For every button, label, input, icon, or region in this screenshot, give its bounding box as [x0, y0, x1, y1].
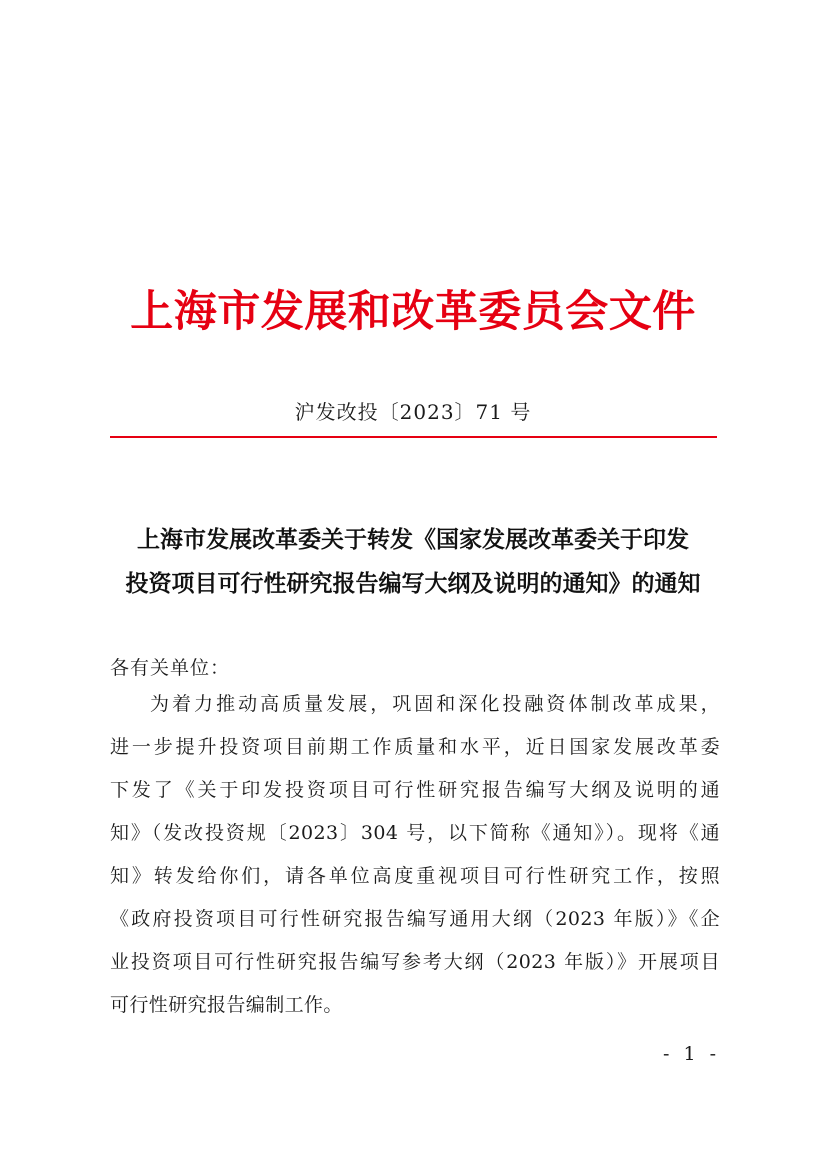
- body-line: 下发了《关于印发投资项目可行性研究报告编写大纲及说明的通: [110, 779, 720, 801]
- masthead-title: 上海市发展和改革委员会文件: [130, 287, 696, 337]
- notice-title-line-2: 投资项目可行性研究报告编写大纲及说明的通知》的通知: [125, 570, 701, 597]
- body-line: 为着力推动高质量发展，巩固和深化投融资体制改革成果，: [150, 693, 720, 715]
- notice-title-line-1: 上海市发展改革委关于转发《国家发展改革委关于印发: [137, 526, 689, 553]
- body-line: 可行性研究报告编制工作。: [110, 994, 343, 1016]
- body-line: 业投资项目可行性研究报告编写参考大纲（2023 年版）》开展项目: [110, 951, 720, 973]
- body-line: 知》（发改投资规〔2023〕304 号，以下简称《通知》）。现将《通: [110, 822, 720, 844]
- salutation: 各有关单位：: [110, 657, 231, 679]
- body-paragraph: [110, 683, 720, 1027]
- body-line: 进一步提升投资项目前期工作质量和水平，近日国家发展改革委: [110, 736, 720, 758]
- body-line: 知》转发给你们，请各单位高度重视项目可行性研究工作，按照: [110, 865, 720, 887]
- document-number: 沪发改投〔2023〕71 号: [294, 400, 532, 424]
- notice-title: [100, 518, 726, 606]
- body-line: 《政府投资项目可行性研究报告编写通用大纲（2023 年版）》《企: [110, 908, 720, 930]
- page-number: - 1 -: [662, 1043, 720, 1065]
- red-divider-rule: [110, 436, 717, 438]
